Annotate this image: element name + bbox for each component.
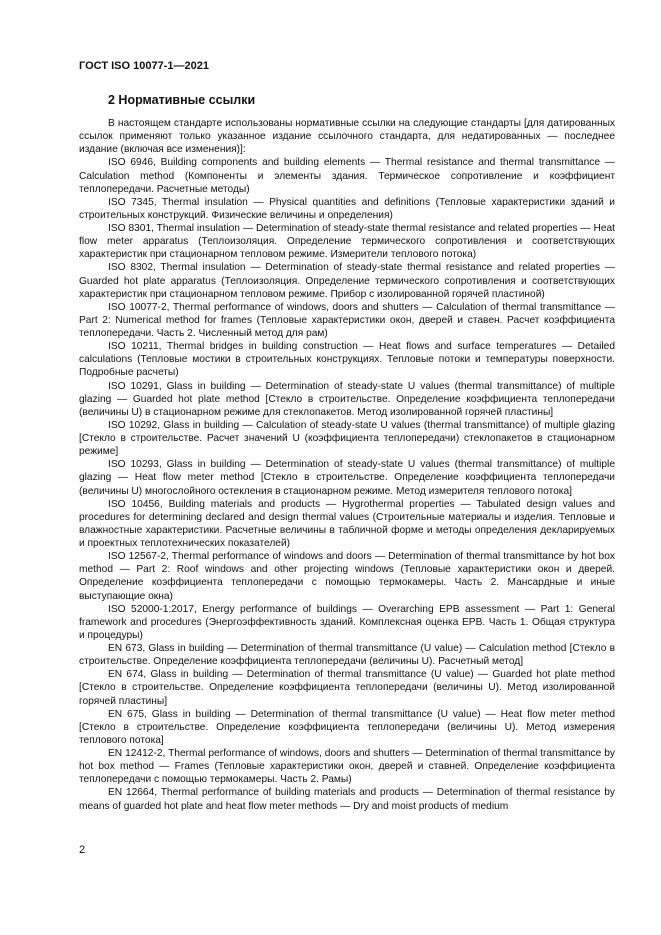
section-title: 2 Нормативные ссылки bbox=[108, 93, 256, 107]
reference-iso-10293: ISO 10293, Glass in building — Determination of steady-state U values (thermal transmittance) of multiple glazing — Heat flow meter method [Стекло в строительстве. Определение коэффициента теплопередачи (величины U) многослойного остекления в стационарном режиме. Метод измерителя теплового потока] bbox=[79, 459, 615, 497]
reference-iso-7345: ISO 7345, Thermal insulation — Physical quantities and definitions (Тепловые характеристики зданий и строительных конструкций. Физические величины и определения) bbox=[79, 196, 615, 221]
reference-iso-10211: ISO 10211, Thermal bridges in building construction — Heat flows and surface temperatures — Detailed calculations (Тепловые мостики в строительных конструкциях. Тепловые потоки и температуры поверхности. Подробные расчеты) bbox=[79, 341, 615, 379]
reference-en-12664: EN 12664, Thermal performance of building materials and products — Determination of thermal resistance by means of guarded hot plate and heat flow meter methods — Dry and moist products of medium bbox=[79, 787, 615, 812]
reference-iso-6946: ISO 6946, Building components and building elements — Thermal resistance and thermal transmittance — Calculation method (Компоненты и элементы здания. Термическое сопротивление и коэффициент теплопередачи. Расчетные методы) bbox=[79, 157, 615, 195]
reference-iso-10456: ISO 10456, Building materials and products — Hygrothermal properties — Tabulated design values and procedures for determining declared and design thermal values (Строительные материалы и изделия. Тепловые и влажностные характеристики. Расчетные величины в табличной форме и методы определения декларируемых и проектных теплотехнических показателей) bbox=[79, 498, 615, 549]
reference-en-673: EN 673, Glass in building — Determination of thermal transmittance (U value) — Calculation method [Стекло в строительстве. Определение коэффициента теплопередачи (величины U). Расчетный метод] bbox=[79, 643, 615, 668]
intro-paragraph: В настоящем стандарте использованы нормативные ссылки на следующие стандарты [для датированных ссылок применяют только указанное издание ссылочного стандарта, для недатированных — последнее издание (включая все изменения)]: bbox=[79, 118, 615, 156]
reference-iso-10291: ISO 10291, Glass in building — Determination of steady-state U values (thermal transmittance) of multiple glazing — Guarded hot plate method [Стекло в строительстве. Определение коэффициента теплопередачи (величины U) в стационарном режиме для стеклопакетов. Метод изолированной горячей пластины] bbox=[79, 380, 615, 418]
page-number: 2 bbox=[79, 844, 86, 856]
reference-iso-8302: ISO 8302, Thermal insulation — Determination of steady-state thermal resistance and related properties — Guarded hot plate apparatus (Теплоизоляция. Определение термического сопротивления и соответствующих характеристик при стационарном тепловом режиме. Прибор с изолированной горячей пластиной) bbox=[79, 262, 615, 300]
body-text bbox=[79, 117, 615, 813]
reference-iso-8301: ISO 8301, Thermal insulation — Determination of steady-state thermal resistance and related properties — Heat flow meter apparatus (Теплоизоляция. Определение термического сопротивления и соответствующих характеристик при стационарном тепловом режиме. Измерители теплового потока) bbox=[79, 223, 615, 261]
reference-iso-10292: ISO 10292, Glass in building — Calculation of steady-state U values (thermal transmittance) of multiple glazing [Стекло в строительстве. Расчет значений U (коэффициента теплопередачи) стеклопакетов в стационарном режиме] bbox=[79, 419, 615, 458]
reference-en-675: EN 675, Glass in building — Determination of thermal transmittance (U value) — Heat flow meter method [Стекло в строительстве. Определение коэффициента теплопередачи (величины U). Метод измерения теплового потока] bbox=[79, 708, 615, 746]
reference-en-12412-2: EN 12412-2, Thermal performance of windows, doors and shutters — Determination of thermal transmittance by hot box method — Frames (Тепловые характеристики окон, дверей и ставней. Определение коэффициента теплопередачи с помощью термокамеры. Часть 2. Рамы) bbox=[79, 748, 615, 786]
reference-iso-10077-2: ISO 10077-2, Thermal performance of windows, doors and shutters — Calculation of thermal transmittance — Part 2: Numerical method for frames (Тепловые характеристики окон, дверей и ставен. Расчет коэффициента теплопередачи. Часть 2. Численный метод для рам) bbox=[79, 301, 615, 339]
reference-iso-12567-2: ISO 12567-2, Thermal performance of windows and doors — Determination of thermal transmittance by hot box method — Part 2: Roof windows and other projecting windows (Тепловые характеристики окон и дверей. Определение коэффициента теплопередачи с помощью термокамеры. Часть 2. Мансардные и иные выступающие окна) bbox=[79, 551, 615, 602]
reference-iso-52000-1: ISO 52000-1:2017, Energy performance of buildings — Overarching EPB assessment — Part 1: General framework and procedures (Энергоэффективность зданий. Комплексная оценка EPB. Часть 1. Общая структура и процедуры) bbox=[79, 603, 615, 641]
reference-en-674: EN 674, Glass in building — Determination of thermal transmittance (U value) — Guarded hot plate method [Стекло в строительстве. Определение коэффициента теплопередачи (величины U). Метод изолированной горячей пластины] bbox=[79, 669, 615, 707]
document-code-header: ГОСТ ISO 10077-1—2021 bbox=[79, 60, 209, 72]
